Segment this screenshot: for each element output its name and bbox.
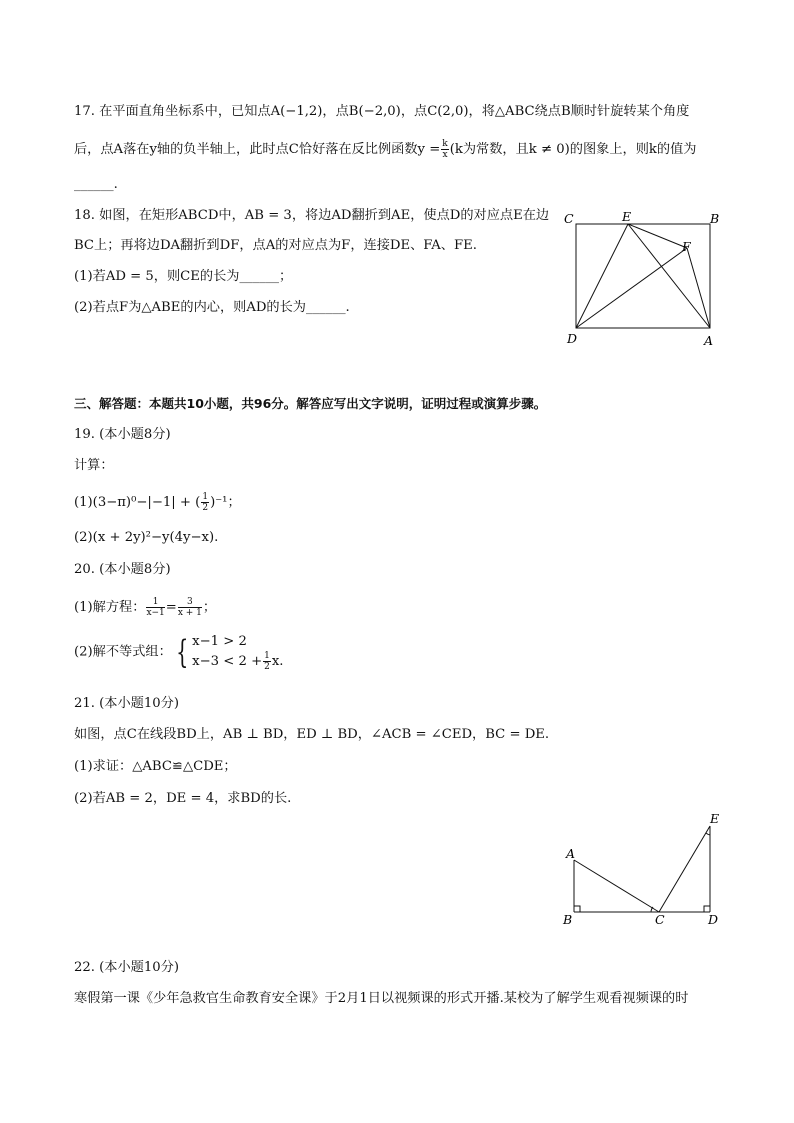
q21-label-a: A (566, 846, 576, 861)
inequality-2 (192, 651, 283, 672)
q17-line2 (74, 139, 696, 160)
q17-line2-end: (k为常数，且k ≠ 0)的图象上，则k的值为 (449, 142, 697, 157)
q19-part2: (2)(x + 2y)²−y(4y−x). (74, 530, 219, 545)
q22-line1: 寒假第一课《少年急救官生命教育安全课》于2月1日以视频课的形式开播.某校为了解学生观看视频课的时 (74, 991, 689, 1006)
q21-figure (555, 808, 735, 933)
q17-line1: 17. 在平面直角坐标系中，已知点A(−1,2)，点B(−2,0)，点C(2,0)，将△ABC绕点B顺时针旋转某个角度 (74, 104, 690, 119)
q18-line2: BC上；再将边DA翻折到DF，点A的对应点为F，连接DE、FA、FE. (74, 238, 477, 253)
q20-part1-end: ； (202, 600, 217, 615)
q20-left-denominator: x−1 (146, 608, 165, 618)
q17-answer-blank: ______. (74, 177, 118, 192)
inequality-2-frac-denominator: 2 (264, 662, 270, 672)
q21-label-d: D (708, 912, 719, 927)
q21-part1: (1)求证：△ABC≌△CDE； (74, 759, 237, 774)
q20-equals: = (165, 600, 177, 615)
q17-frac-denominator: x (442, 150, 448, 160)
q18-line1: 18. 如图，在矩形ABCD中，AB = 3，将边AD翻折到AE，使点D的对应点E在边 (74, 208, 550, 223)
q21-line1: 如图，点C在线段BD上，AB ⊥ BD，ED ⊥ BD，∠ACB = ∠CED，BC = DE. (74, 727, 550, 742)
q17-fraction (441, 139, 448, 160)
inequality-2-fraction (263, 651, 271, 672)
q18-label-b: B (710, 211, 720, 226)
q18-segment-fa (687, 248, 710, 328)
q20-right-numerator: 3 (178, 597, 202, 608)
q21-segment-ce (659, 826, 710, 912)
q19-frac-denominator: 2 (202, 503, 209, 513)
q18-label-c: C (564, 211, 574, 226)
q21-label-b: B (563, 912, 573, 927)
inequality-2-end: x. (271, 654, 284, 669)
q19-header: 19. (本小题8分) (74, 427, 171, 442)
inequality-2-start: x−3 < 2 + (192, 654, 263, 669)
q21-label-e: E (710, 811, 720, 826)
q20-left-numerator: 1 (146, 597, 164, 608)
q18-part2: (2)若点F为△ABE的内心，则AD的长为______. (74, 300, 350, 315)
q20-right-denominator: x + 1 (177, 608, 202, 618)
q18-segment-df (576, 248, 687, 328)
q17-frac-numerator: k (442, 139, 448, 149)
q20-part1-label: (1)解方程： (74, 600, 146, 615)
angle-arc-e (706, 833, 710, 835)
right-angle-mark-b (574, 906, 580, 912)
system-brace: { (175, 633, 189, 671)
q20-fraction-right (178, 597, 202, 618)
q19-part1-start: (1)(3−π)⁰−|−1| + ( (74, 495, 201, 510)
q17-line2-start: 后，点A落在y轴的负半轴上，此时点C恰好落在反比例函数y = (74, 142, 441, 157)
q19-fraction (201, 492, 209, 513)
q21-header: 21. (本小题10分) (74, 696, 179, 711)
q18-label-a: A (704, 333, 714, 348)
q20-part2-label: (2)解不等式组： (74, 644, 172, 660)
q18-part1: (1)若AD = 5，则CE的长为______； (74, 269, 293, 284)
q22-header: 22. (本小题10分) (74, 960, 179, 975)
inequality-system (192, 632, 283, 672)
q20-part1 (74, 597, 216, 618)
q21-part2: (2)若AB = 2，DE = 4，求BD的长. (74, 791, 292, 806)
q18-label-f: F (682, 239, 691, 254)
q18-segment-de (576, 224, 628, 328)
section3-title: 三、解答题：本题共10小题，共96分。解答应写出文字说明，证明过程或演算步骤。 (74, 396, 547, 411)
inequality-1: x−1 > 2 (192, 634, 247, 649)
q19-part1 (74, 492, 241, 513)
q20-fraction-left (146, 597, 164, 618)
q21-segment-ac (574, 860, 659, 912)
q18-label-e: E (622, 209, 632, 224)
q19-frac-numerator: 1 (202, 492, 209, 502)
q20-part2 (74, 632, 284, 673)
inequality-2-frac-numerator: 1 (264, 651, 270, 661)
q18-segment-ea (628, 224, 710, 328)
q18-figure-rectangle (555, 205, 730, 350)
q19-intro: 计算： (74, 458, 114, 473)
q18-label-d: D (567, 331, 578, 346)
q21-label-c: C (655, 912, 665, 927)
q19-part1-end: )⁻¹； (210, 495, 241, 510)
q20-header: 20. (本小题8分) (74, 562, 171, 577)
